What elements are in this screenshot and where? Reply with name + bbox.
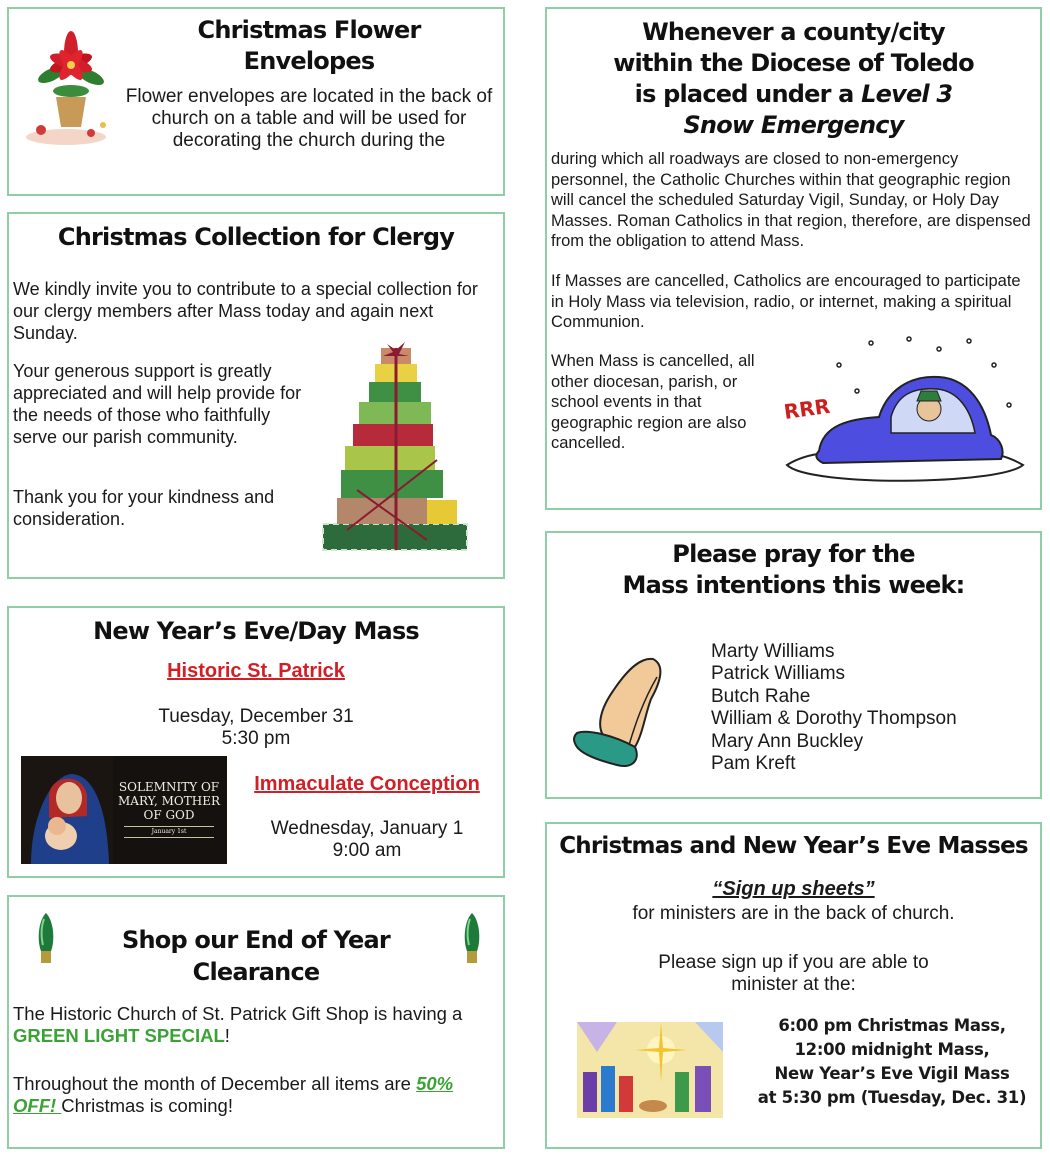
new-year-location-1 — [9, 660, 503, 683]
snow-title: Whenever a county/city within the Diocese of Toledo is placed under a Level 3 Snow Emergency — [613, 18, 974, 139]
intention-name: Marty Williams — [711, 641, 835, 662]
signup-line-3: Please sign up if you are able to minister at the: — [658, 952, 929, 995]
intention-name: William & Dorothy Thompson — [711, 708, 957, 730]
flower-body: Flower envelopes are located in the back of church on a table and will be used for decorating the church during the — [125, 86, 493, 151]
shop-paragraph-2: Throughout the month of December all items are 50% OFF! Christmas is coming! — [13, 1073, 454, 1116]
clergy-collection-box — [7, 212, 505, 579]
new-year-time-2: Wednesday, January 1 9:00 am — [270, 818, 464, 861]
new-year-title: New Year’s Eve/Day Mass — [93, 617, 419, 645]
intentions-name-list — [711, 641, 1031, 775]
green-light-special-text: GREEN LIGHT SPECIAL — [13, 1025, 225, 1046]
poinsettia-image — [21, 25, 121, 145]
ministers-signup-box — [545, 822, 1042, 1149]
new-year-mass-box — [7, 606, 505, 878]
snow-paragraph-2: If Masses are cancelled, Catholics are encouraged to participate in Holy Mass via television, radio, or internet, making a spiritual Communion. — [551, 272, 1021, 331]
signup-title: Christmas and New Year’s Eve Masses — [559, 833, 1028, 859]
clergy-title: Christmas Collection for Clergy — [57, 223, 455, 251]
clergy-paragraph-1: We kindly invite you to contribute to a special collection for our clergy members after Mass today and again next Sunday. — [13, 279, 478, 343]
signup-line-2: for ministers are in the back of church. — [632, 903, 955, 924]
solemnity-mary-image — [21, 756, 227, 864]
gift-tower-image — [317, 340, 473, 554]
new-year-location-2 — [235, 773, 499, 796]
intention-name: Mary Ann Buckley — [711, 730, 864, 752]
snow-emergency-box — [545, 7, 1042, 510]
clergy-paragraph-2: Your generous support is greatly appreciated and will help provide for the needs of those who faithfully serve our parish community. — [13, 361, 302, 447]
snow-paragraph-1: during which all roadways are closed to non-emergency personnel, the Catholic Churches within that geographic region will cancel the scheduled Saturday Vigil, Sunday, or Holy Day Masses. Roman Catholics in that region, therefore, are dispensed from the obligation to attend Mass. — [551, 150, 1031, 250]
flower-title: Christmas Flower Envelopes — [197, 16, 421, 75]
fifty-percent-off-text: 50% OFF! — [13, 1073, 454, 1116]
horn-sound-text: RRR — [782, 393, 832, 424]
praying-hands-icon — [573, 651, 669, 769]
new-year-time-1: Tuesday, December 31 5:30 pm — [158, 706, 354, 749]
snow-car-illustration — [779, 335, 1029, 495]
madonna-child-illustration — [21, 756, 113, 864]
solemnity-caption: SOLEMNITY OF MARY, MOTHER OF GOD January 1st — [113, 780, 225, 838]
flower-envelopes-box — [7, 7, 505, 196]
immaculate-conception-link[interactable]: Immaculate Conception — [254, 773, 480, 795]
nativity-image — [577, 1022, 723, 1118]
signup-mass-list: 6:00 pm Christmas Mass, 12:00 midnight Mass, New Year’s Eve Vigil Mass at 5:30 pm (Tuesday, Dec. 31) — [757, 1016, 1027, 1107]
intention-name: Pam Kreft — [711, 753, 796, 775]
shop-clearance-box — [7, 895, 505, 1149]
shop-title: Shop our End of Year Clearance — [122, 926, 390, 986]
snow-paragraph-3: When Mass is cancelled, all other diocesan, parish, or school events in that geographic region are also cancelled. — [551, 352, 755, 452]
intention-name: Patrick Williams — [711, 663, 846, 685]
intention-name: Butch Rahe — [711, 685, 811, 707]
shop-paragraph-1: The Historic Church of St. Patrick Gift Shop is having a GREEN LIGHT SPECIAL! — [13, 1003, 463, 1046]
intentions-title: Please pray for the Mass intentions this week: — [622, 540, 965, 599]
signup-sheets: “Sign up sheets” — [712, 878, 875, 900]
mass-intentions-box — [545, 531, 1042, 799]
historic-st-patrick-link[interactable]: Historic St. Patrick — [167, 660, 345, 682]
clergy-paragraph-3: Thank you for your kindness and consideration. — [13, 487, 275, 529]
